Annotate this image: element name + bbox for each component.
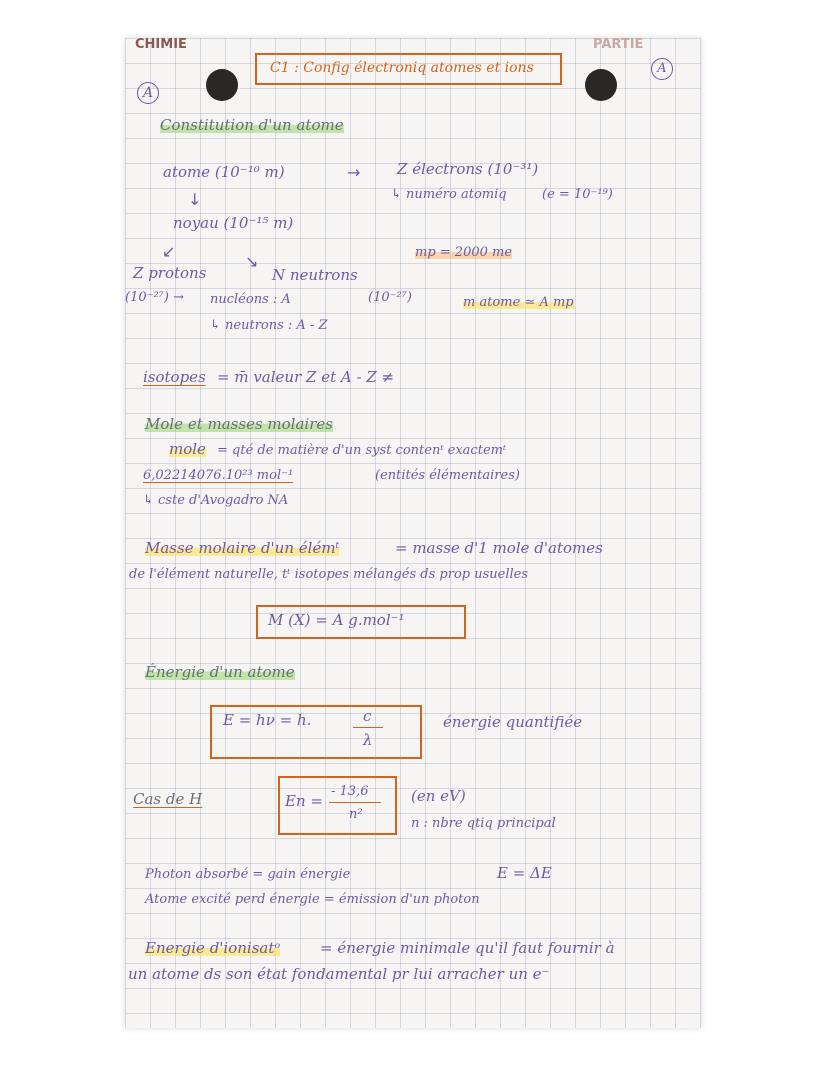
cas-h-unit: (en eV) — [411, 787, 466, 805]
corner-mark: A — [651, 58, 673, 80]
nucleons-mass: (10⁻²⁷) — [368, 290, 412, 305]
ionisation-definition-2: un atome ds son état fondamental pr lui arracher un e⁻ — [128, 965, 550, 983]
numero-atomique: ↳ numéro atomiq — [391, 187, 507, 202]
photon-relation: E = ΔE — [497, 864, 552, 882]
avogadro-constant: ↳ cste d'Avogadro NA — [143, 493, 289, 508]
mole-entities: (entités élémentaires) — [375, 468, 520, 483]
noyau-line: noyau (10⁻¹⁵ m) — [173, 214, 294, 232]
section-heading-energie: Énergie d'un atome — [145, 663, 295, 681]
arrow-right-icon: → — [347, 163, 361, 182]
electrons-line: Z électrons (10⁻³¹) — [397, 160, 539, 178]
header-right-cut: PARTIE — [593, 38, 644, 52]
protons-mass: (10⁻²⁷) → — [125, 290, 184, 305]
avogadro-number: 6,02214076.10²³ mol⁻¹ — [143, 468, 294, 483]
section-heading-constitution: Constitution d'un atome — [160, 116, 344, 134]
cas-h-label: Cas de H — [133, 790, 203, 808]
isotopes-term: isotopes — [143, 368, 206, 386]
atome-line: atome (10⁻¹⁰ m) — [163, 163, 285, 181]
energie-formula-numerator: c — [363, 707, 372, 725]
atome-excite: Atome excité perd énergie = émission d'un photon — [145, 892, 480, 907]
arrow-down-right-icon: ↘ — [245, 252, 259, 271]
cas-h-formula-left: En = — [285, 792, 323, 810]
electron-charge: (e = 10⁻¹⁹) — [542, 187, 613, 202]
masse-molaire-definition-1: = masse d'1 mole d'atomes — [395, 539, 603, 557]
section-heading-mole: Mole et masses molaires — [145, 415, 333, 433]
notebook-page — [125, 38, 701, 1028]
nucleons-line: nucléons : A — [210, 292, 291, 307]
protons-line: Z protons — [133, 264, 207, 282]
masse-molaire-definition-2: de l'élément naturelle, tᵗ isotopes mélangés ds prop usuelles — [129, 567, 529, 582]
header-left-cut: CHIMIE — [135, 38, 187, 52]
page-title: C1 : Config électroniq atomes et ions — [270, 60, 534, 76]
neutrons-line: N neutrons — [272, 266, 358, 284]
cas-h-formula-numerator: - 13,6 — [331, 784, 369, 799]
arrow-down-icon: ↓ — [188, 190, 202, 209]
mole-definition: = qté de matière d'un syst contenᵗ exactemᵗ — [217, 443, 507, 458]
energie-formula-left: E = hν = h. — [223, 711, 312, 729]
energie-note: énergie quantifiée — [443, 713, 583, 731]
punch-hole-right — [585, 69, 617, 101]
ionisation-term: Energie d'ionisatᵒ — [145, 939, 281, 957]
cas-h-formula-denominator: n² — [349, 807, 363, 822]
isotopes-definition: = m̄ valeur Z et A - Z ≠ — [217, 368, 395, 386]
energie-formula-denominator: λ — [363, 731, 373, 749]
ionisation-definition-1: = énergie minimale qu'il faut fournir à — [320, 939, 615, 957]
arrow-down-left-icon: ↙ — [162, 242, 176, 261]
masse-molaire-formula: M (X) = A g.mol⁻¹ — [268, 611, 405, 629]
cas-h-fraction-bar — [329, 802, 381, 803]
mole-term: mole — [169, 440, 206, 458]
section-marker: A — [137, 82, 159, 104]
mp-relation: mp = 2000 me — [415, 245, 513, 260]
punch-hole-left — [206, 69, 238, 101]
energie-fraction-bar — [353, 727, 383, 728]
neutrons-count: ↳ neutrons : A - Z — [210, 318, 328, 333]
photon-absorbe: Photon absorbé = gain énergie — [145, 867, 351, 882]
m-atome-relation: m atome ≃ A mp — [463, 295, 574, 310]
masse-molaire-term: Masse molaire d'un élémᵗ — [145, 539, 340, 557]
cas-h-note: n : nbre qtiq principal — [411, 816, 556, 831]
